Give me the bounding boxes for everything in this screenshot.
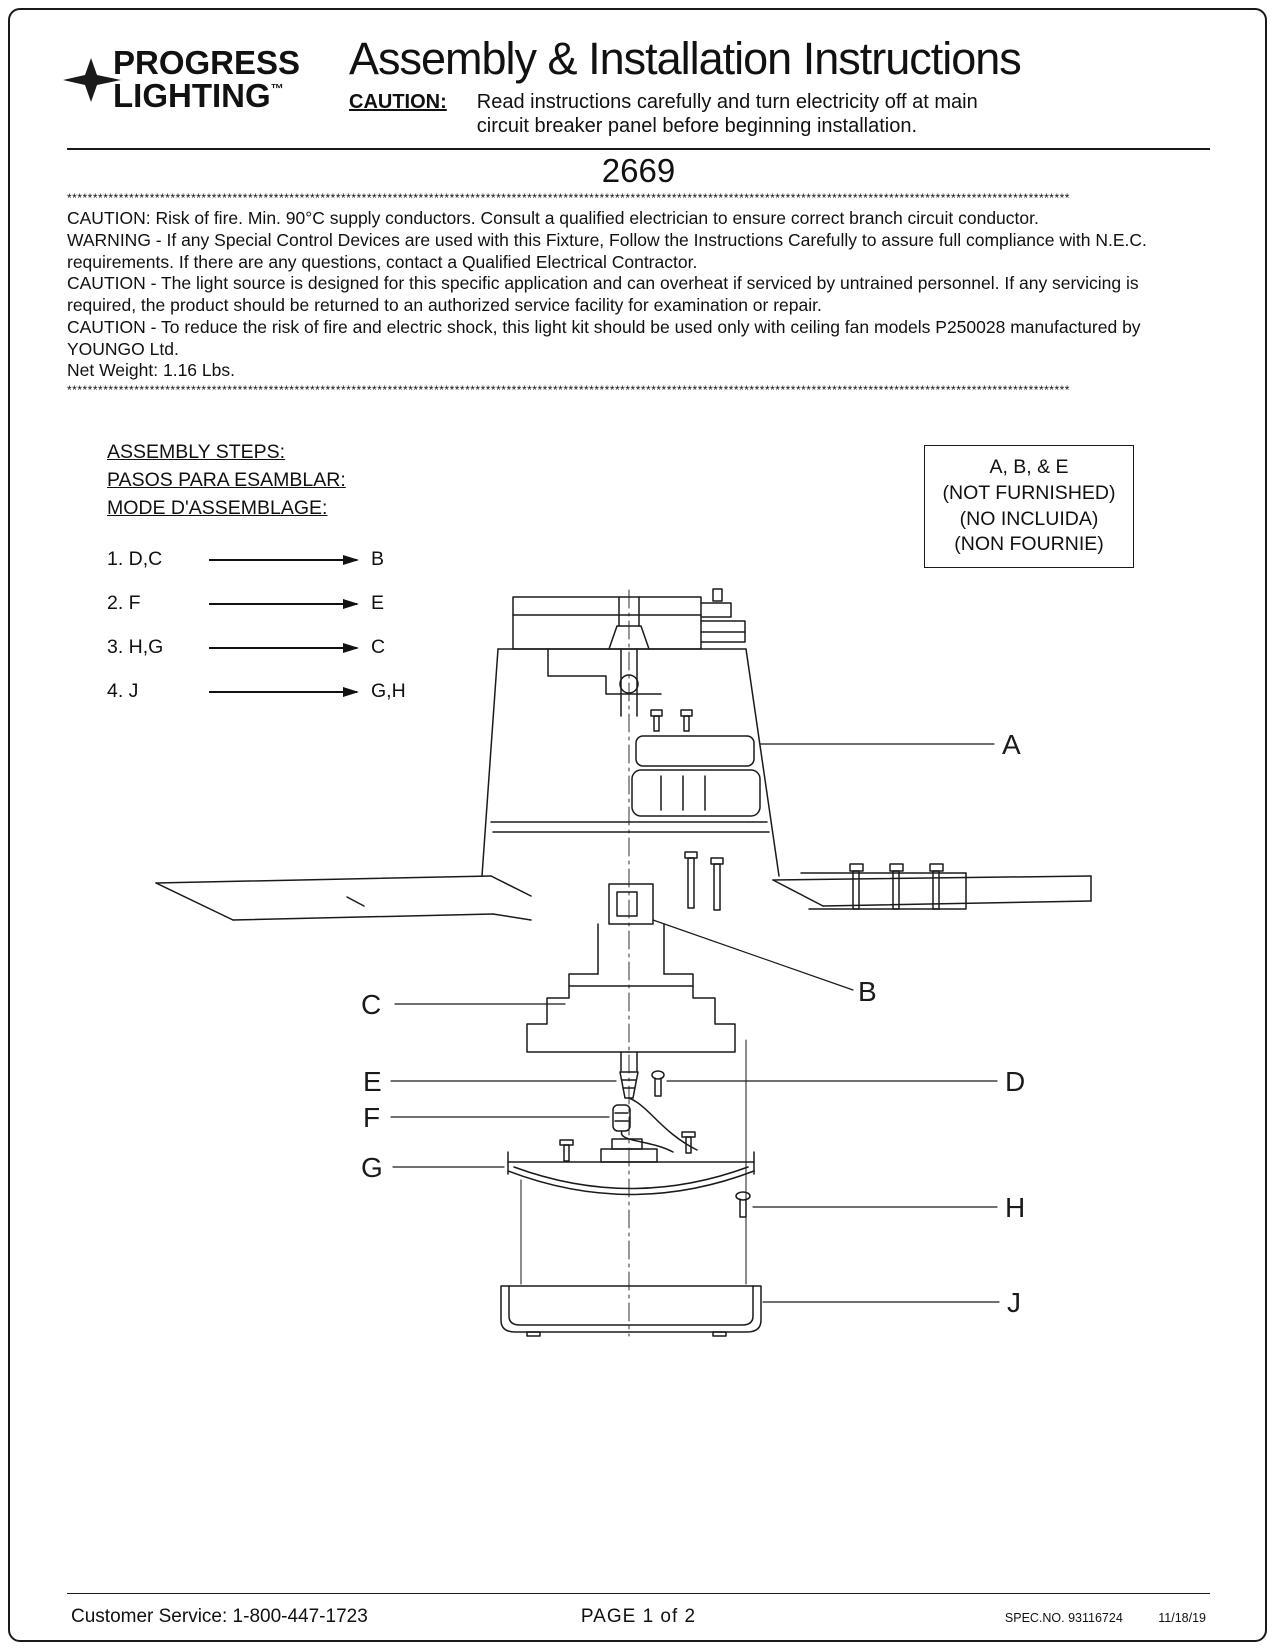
header-caution	[349, 91, 1210, 138]
diagram-label-b: B	[858, 976, 877, 1008]
fan-blade-left	[156, 876, 531, 920]
arrow-right-icon	[209, 559, 357, 561]
diagram-label-j: J	[1007, 1287, 1021, 1319]
step-label: 4. J	[107, 680, 139, 703]
switch-housing	[527, 974, 735, 1052]
thumbscrew-h	[736, 1192, 750, 1217]
customer-service: Customer Service: 1-800-447-1723	[71, 1606, 368, 1627]
diagram-label-c: C	[361, 989, 382, 1021]
model-number: 2669	[601, 152, 676, 190]
diagram-label-e: E	[363, 1066, 382, 1098]
trademark-symbol: ™	[270, 81, 284, 96]
motor-housing	[482, 649, 779, 876]
spec-info	[696, 1611, 1206, 1625]
brand-name	[113, 46, 325, 112]
diagram-labels	[361, 729, 1025, 1318]
star-icon	[63, 54, 121, 111]
warning-fire-risk: CAUTION: Risk of fire. Min. 90°C supply conductors. Consult a qualified electrician to ensure correct branch circuit conductor.	[67, 208, 1039, 229]
page-indicator: PAGE 1 of 2	[580, 1606, 697, 1627]
fan-assembly-diagram	[61, 584, 1211, 1354]
brand-line1: PROGRESS	[113, 44, 301, 81]
spec-date: 11/18/19	[1158, 1611, 1207, 1625]
page-footer	[67, 1593, 1210, 1628]
assembly-heading-es: PASOS PARA ESAMBLAR:	[107, 469, 346, 492]
net-weight: Net Weight: 1.16 Lbs.	[67, 360, 235, 381]
header-divider	[67, 148, 1210, 150]
step-target: B	[371, 548, 385, 571]
warning-fan-models: CAUTION - To reduce the risk of fire and electric shock, this light kit should be used only with ceiling fan models P250028 manufactured by YOUNGO Ltd.	[67, 316, 1141, 359]
asterisk-divider-top: **************************************************************************************************************************************************************************************************	[67, 192, 1070, 206]
brand-line2: LIGHTING	[113, 77, 271, 114]
spec-number: SPEC.NO. 93116724	[1004, 1611, 1123, 1625]
assembly-heading-fr: MODE D'ASSEMBLAGE:	[107, 497, 328, 520]
step-label: 3. H,G	[107, 636, 164, 659]
step-target: G,H	[371, 680, 406, 703]
instruction-page	[8, 8, 1267, 1642]
brand-logo	[67, 36, 325, 112]
step-label: 1. D,C	[107, 548, 163, 571]
diagram-label-f: F	[363, 1102, 381, 1134]
center-hub	[598, 852, 723, 974]
step-target: E	[371, 592, 385, 615]
step-target: C	[371, 636, 386, 659]
assembly-heading-en: ASSEMBLY STEPS:	[107, 441, 286, 464]
leader-lines	[391, 744, 999, 1302]
caution-text	[477, 91, 978, 138]
not-furnished-es: (NO INCLUIDA)	[959, 507, 1099, 530]
asterisk-divider-bottom: **************************************************************************************************************************************************************************************************	[67, 383, 1070, 397]
assembly-step-1	[107, 548, 406, 571]
blade-bolts	[850, 864, 943, 909]
warning-control-devices: WARNING - If any Special Control Devices are used with this Fixture, Follow the Instructions Carefully to assure full compliance with N.E.C. requirements. If there are any questions, contact a Qualified Electrical Contractor.	[67, 230, 1147, 272]
caution-text-line2: circuit breaker panel before beginning installation.	[476, 114, 918, 137]
not-furnished-en: (NOT FURNISHED)	[942, 481, 1116, 504]
fan-blade-right	[773, 864, 1091, 909]
main-content	[67, 399, 1210, 1571]
glass-shade	[501, 1286, 761, 1336]
diagram-label-a: A	[1002, 729, 1021, 761]
diagram-label-g: G	[361, 1152, 383, 1184]
light-kit-fitter	[508, 1132, 754, 1195]
header-main	[325, 33, 1210, 138]
page-header	[67, 33, 1210, 138]
step-label: 2. F	[107, 592, 141, 615]
caution-text-line1: Read instructions carefully and turn electricity off at main	[476, 91, 978, 113]
warning-light-source: CAUTION - The light source is designed for this specific application and can overheat if serviced by untrained personnel. If any servicing is required, the product should be returned to an authorized service facility for examination or repair.	[67, 273, 1139, 316]
page-title: Assembly & Installation Instructions	[349, 33, 1021, 84]
warnings-block	[67, 208, 1210, 382]
not-furnished-box	[924, 445, 1134, 568]
diagram-label-d: D	[1005, 1066, 1026, 1098]
not-furnished-parts: A, B, & E	[989, 456, 1069, 479]
diagram-label-h: H	[1005, 1192, 1026, 1224]
caution-label: CAUTION:	[349, 91, 447, 113]
not-furnished-fr: (NON FOURNIE)	[954, 533, 1104, 556]
